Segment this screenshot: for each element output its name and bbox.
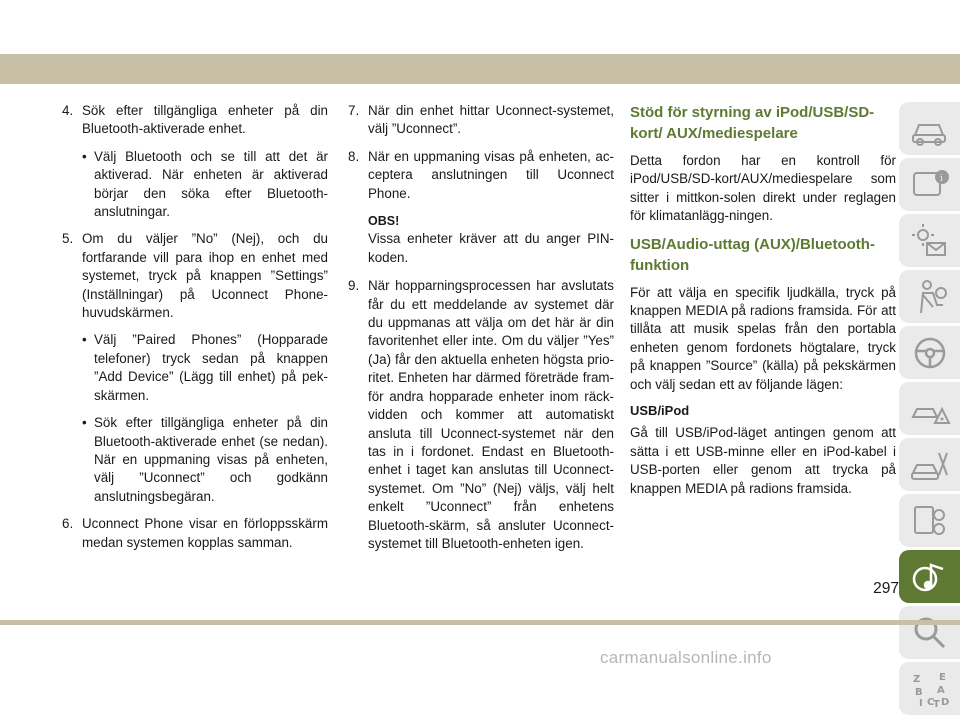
index-letter: T bbox=[932, 698, 940, 710]
tab-dashboard-info[interactable] bbox=[899, 158, 960, 211]
tab-settings[interactable] bbox=[899, 494, 960, 547]
list-item-8 bbox=[348, 148, 614, 203]
list-number: 9. bbox=[348, 278, 360, 294]
bullet-dot: • bbox=[82, 415, 87, 431]
car-info-icon bbox=[909, 109, 951, 149]
sub-heading: USB/iPod bbox=[630, 403, 690, 419]
svg-text:i: i bbox=[939, 173, 943, 184]
list-item-4 bbox=[62, 102, 328, 139]
list-text: När din enhet hittar Uconnect-systemet, välj ”Uconnect”. bbox=[368, 103, 614, 137]
warning-light-icon bbox=[909, 221, 951, 261]
dashboard-info-icon bbox=[909, 165, 951, 205]
index-letter: E bbox=[938, 671, 946, 683]
list-text: När en uppmaning visas på enheten, ac-ceptera anslutningen till Uconnect Phone. bbox=[368, 148, 614, 201]
list-item-5 bbox=[62, 230, 328, 322]
steering-wheel-icon bbox=[909, 333, 951, 373]
paragraph: Gå till USB/iPod-läget antingen genom att sätta i ett USB-minne eller en iPod-kabel i USB-porten eller genom att trycka på knappen MEDIA på radions framsida. bbox=[630, 425, 896, 496]
tab-search[interactable] bbox=[899, 606, 960, 659]
multimedia-music-icon bbox=[909, 557, 951, 597]
tab-safety[interactable] bbox=[899, 270, 960, 323]
alphabet-index-icon bbox=[909, 669, 951, 709]
column-middle bbox=[348, 102, 614, 562]
index-letter: A bbox=[936, 684, 945, 696]
bullet-item bbox=[62, 414, 328, 506]
column-left bbox=[62, 102, 328, 561]
index-letter: I bbox=[918, 697, 923, 709]
list-number: 8. bbox=[348, 148, 360, 164]
paragraph: Detta fordon har en kontroll för iPod/USB/SD-kort/AUX/mediespelare som sitter i mittkon-solen direkt under reglagen för klimatanlägg-ningen. bbox=[630, 153, 896, 224]
column-right bbox=[630, 102, 896, 506]
section-heading: USB/Audio-uttag (AUX)/Bluetooth-funktion bbox=[630, 235, 875, 274]
search-magnifier-icon bbox=[909, 613, 951, 653]
top-decorative-band bbox=[0, 54, 960, 84]
index-letter: B bbox=[914, 686, 923, 698]
bullet-item bbox=[62, 331, 328, 405]
emergency-triangle-icon bbox=[909, 389, 951, 429]
list-text: När hopparningsprocessen har avslutats får du ett meddelande av systemet där du uppmanas att välja om det här är din favoritenhet eller inte. Om du väljer ”Yes” (Ja) får den aktuella enheten högsta prio-ritet. Enheten har därmed företräde fram-för andra hopparade enheter inom räck-vidden och kommer att automatiskt ansluta till Uconnect-systemet när den tas in i fordonet. Endast en Bluetooth-enhet i taget kan anslutas till Uconnect-systemet. Om ”No” (Nej) väljs, välj helt enkelt ”Uconnect” från enhetens Bluetooth-skärm, så ansluter Uconnect-systemet till Bluetooth-enheten igen. bbox=[368, 278, 614, 551]
tab-emergency[interactable] bbox=[899, 382, 960, 435]
bullet-text: Sök efter tillgängliga enheter på din Bluetooth-aktiverade enhet (se nedan). När en uppmaning visas på enheten, välj ”Uconnect” och godkänn anslutningsbegäran. bbox=[94, 415, 328, 504]
service-tools-icon bbox=[909, 445, 951, 485]
list-number: 4. bbox=[62, 103, 74, 118]
index-letter: D bbox=[940, 696, 949, 708]
watermark: carmanualsonline.info bbox=[600, 648, 772, 667]
list-number: 6. bbox=[62, 516, 74, 532]
list-number: 7. bbox=[348, 103, 360, 118]
note-body: Vissa enheter kräver att du anger PIN-koden. bbox=[368, 231, 614, 265]
bottom-decorative-line bbox=[0, 620, 960, 625]
tab-multimedia[interactable] bbox=[899, 550, 960, 603]
gear-settings-icon bbox=[909, 501, 951, 541]
bullet-text: Välj Bluetooth och se till att det är aktiverad. När enheten är aktiverad börjar den söka efter Bluetooth-anslutningar. bbox=[94, 148, 328, 220]
bullet-item bbox=[62, 148, 328, 222]
chapter-tabs bbox=[899, 102, 960, 718]
tab-car-info[interactable] bbox=[899, 102, 960, 155]
bullet-text: Välj ”Paired Phones” (Hopparade telefoner) tryck sedan på knappen ”Add Device” (Lägg till enhet) på pek-skärmen. bbox=[94, 332, 328, 403]
paragraph: För att välja en specifik ljudkälla, tryck på knappen MEDIA på radions framsida. För att tillåta att musik spelas från den portabla enheten genom fordonets högtalare, tryck på knappen ”Source” (källa) på pekskärmen och välj sedan ett av följande lägen: bbox=[630, 284, 896, 392]
list-item-7 bbox=[348, 102, 614, 139]
index-letter: C bbox=[926, 696, 934, 708]
list-item-6 bbox=[62, 515, 328, 552]
list-number: 5. bbox=[62, 231, 74, 247]
bullet-dot: • bbox=[82, 332, 87, 348]
tab-service[interactable] bbox=[899, 438, 960, 491]
note-heading: OBS! bbox=[368, 214, 400, 229]
seatbelt-airbag-icon bbox=[909, 277, 951, 317]
tab-index[interactable] bbox=[899, 662, 960, 715]
list-item-9 bbox=[348, 277, 614, 553]
index-letter: Z bbox=[912, 673, 920, 685]
tab-warning-lights[interactable] bbox=[899, 214, 960, 267]
section-heading: Stöd för styrning av iPod/USB/SD-kort/ AUX/mediespelare bbox=[630, 104, 875, 142]
list-text: Uconnect Phone visar en förloppsskärm medan systemen kopplas samman. bbox=[82, 516, 328, 550]
tab-driving[interactable] bbox=[899, 326, 960, 379]
bullet-dot: • bbox=[82, 148, 87, 164]
list-text: Om du väljer ”No” (Nej), och du fortfarande vill para ihop en enhet med systemet, tryck på knappen ”Settings” (Inställningar) på Uconnect Phone-huvudskärmen. bbox=[82, 231, 328, 321]
list-text: Sök efter tillgängliga enheter på din Bluetooth-aktiverade enhet. bbox=[82, 103, 328, 137]
page-number: 297 bbox=[873, 580, 899, 597]
